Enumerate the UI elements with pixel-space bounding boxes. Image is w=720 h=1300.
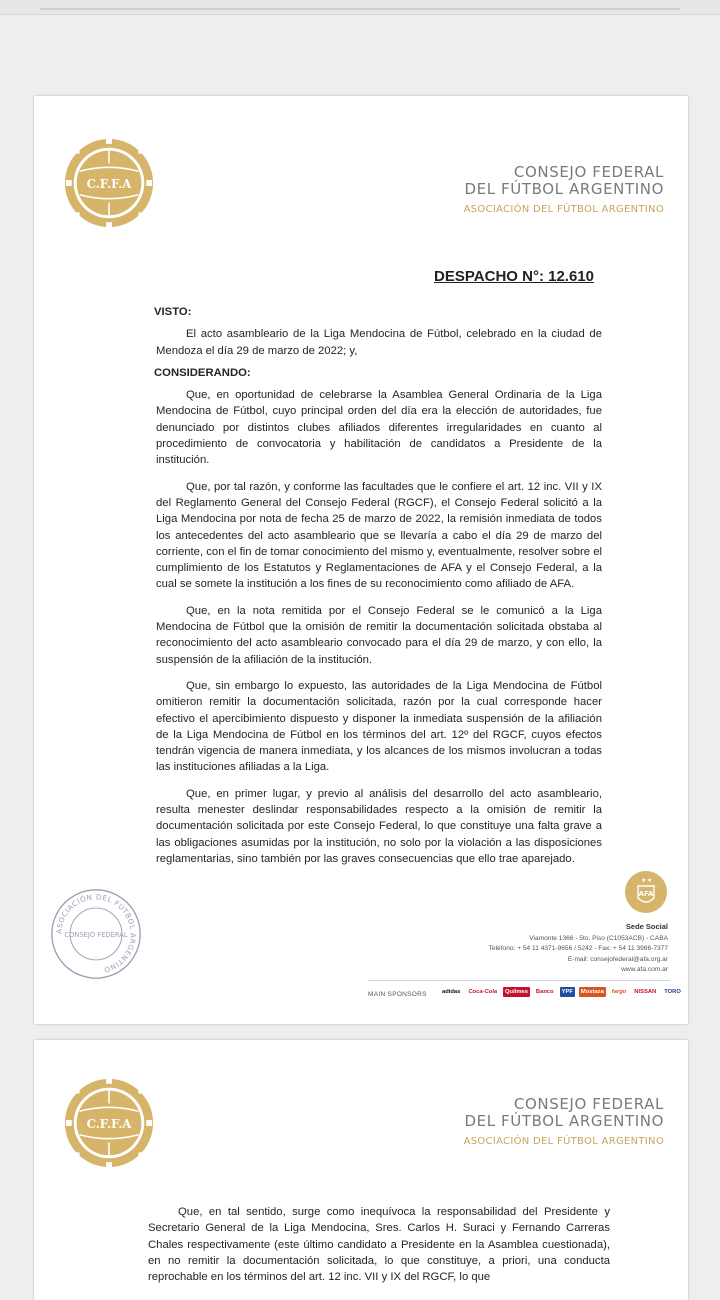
sponsor-logo: Coca-Cola bbox=[468, 989, 498, 995]
stamp-ring-text: ASOCIACIÓN DEL FÚTBOL ARGENTINO bbox=[54, 892, 138, 975]
sponsor-logo: Banco bbox=[535, 989, 554, 995]
sponsor-logo: Mostaza bbox=[580, 989, 604, 995]
svg-text:★: ★ bbox=[641, 878, 647, 884]
sponsor-logo: NISSAN bbox=[634, 989, 657, 995]
org-parent-name: ASOCIACIÓN DEL FÚTBOL ARGENTINO bbox=[463, 1136, 664, 1147]
document-body-page-2 bbox=[148, 1204, 610, 1285]
org-name-line2: DEL FÚTBOL ARGENTINO bbox=[464, 180, 664, 198]
cffa-seal-logo bbox=[60, 134, 158, 232]
org-name-line1: CONSEJO FEDERAL bbox=[513, 163, 664, 181]
sponsors-label: MAIN SPONSORS bbox=[368, 991, 427, 998]
sponsor-logo: fargo bbox=[611, 989, 627, 995]
sede-phone: Teléfono: + 54 11 4371-9656 / 5242 - Fax: + 54 11 3986-7377 bbox=[488, 945, 668, 953]
org-name-line2: DEL FÚTBOL ARGENTINO bbox=[464, 1112, 664, 1130]
sede-title: Sede Social bbox=[625, 922, 668, 931]
paragraph: Que, por tal razón, y conforme las facultades que le confiere el art. 12 inc. VII y IX del Reglamento General del Consejo Federal (RGCF), el Consejo Federal solicitó a la Liga Mendocina por nota de fecha 25 de marzo de 2022, la remisión inmediata de todos los antecedentes del acto asambleario que se llevaría a cabo el día 29 de marzo del corriente, con el fin de tomar conocimiento del mismo y, eventualmente, resolver sobre el cumplimiento de los Estatutos y Reglamentaciones de AFA y el Consejo Federal, a la cual se somete la institución a los fines de su reconocimiento como afiliado de AFA. bbox=[156, 480, 602, 591]
sede-social-footer bbox=[489, 922, 668, 975]
sede-email: E-mail: consejofederal@afa.org.ar bbox=[567, 955, 668, 963]
sponsor-logo: Quilmes bbox=[505, 989, 528, 995]
sponsor-logo: adidas bbox=[442, 989, 461, 995]
document-page-2 bbox=[34, 1040, 688, 1300]
viewer-handle bbox=[40, 8, 680, 10]
paragraph: Que, en oportunidad de celebrarse la Asamblea General Ordinaria de la Liga Mendocina de Fútbol, cuyo principal orden del día era la elección de autoridades, fue denunciado por distintos clubes afiliados diferentes irregularidades en cuanto al procedimiento de convocatoria y habilitación de candidatos a Presidente de la institución. bbox=[156, 389, 602, 467]
svg-text:★: ★ bbox=[647, 878, 653, 884]
sponsor-logos bbox=[440, 987, 683, 997]
afa-logo bbox=[624, 870, 668, 914]
footer-divider bbox=[368, 980, 670, 981]
cffa-seal-logo bbox=[60, 1074, 158, 1172]
stamp-center-text: CONSEJO FEDERAL bbox=[64, 930, 128, 939]
consejo-federal-stamp bbox=[48, 886, 144, 982]
paragraph: Que, en la nota remitida por el Consejo Federal se le comunicó a la Liga Mendocina de Fútbol que la omisión de remitir la documentación solicitada obstaba al reconocimiento del acto asambleario convocado para el día 29 de marzo, y con ello, la suspensión de la afiliación de la institución. bbox=[156, 604, 602, 666]
org-header bbox=[464, 164, 664, 215]
despacho-number: DESPACHO N°: 12.610 bbox=[434, 268, 594, 285]
visto-heading: VISTO: bbox=[154, 306, 192, 318]
seal-text: C.F.F.A bbox=[86, 1116, 132, 1131]
viewer-top-bar bbox=[0, 0, 720, 15]
considerando-heading: CONSIDERANDO: bbox=[154, 366, 251, 379]
document-body bbox=[156, 304, 602, 877]
sponsor-logo: TORO bbox=[664, 989, 681, 995]
sponsor-logo: YPF bbox=[561, 989, 573, 995]
org-parent-name: ASOCIACIÓN DEL FÚTBOL ARGENTINO bbox=[463, 204, 664, 215]
document-page-1 bbox=[34, 96, 688, 1024]
sede-website: www.afa.com.ar bbox=[621, 965, 668, 973]
org-name-line1: CONSEJO FEDERAL bbox=[513, 1095, 664, 1113]
seal-text: C.F.F.A bbox=[86, 176, 132, 191]
paragraph: Que, en primer lugar, y previo al análisis del desarrollo del acto asambleario, resulta menester deslindar responsabilidades respecto a la omisión de remitir la documentación solicitada por este Consejo Federal, lo que constituye una falta grave a las obligaciones asumidas por la institución, no solo por la violación a las disposiciones reglamentarias, sino también por las graves consecuencias que ello trae aparejado. bbox=[156, 787, 602, 865]
afa-label: AFA bbox=[638, 890, 654, 898]
sede-address: Viamonte 1366 - 5to. Piso (C1053ACB) - CABA bbox=[529, 935, 668, 943]
paragraph: Que, sin embargo lo expuesto, las autoridades de la Liga Mendocina de Fútbol omitieron remitir la documentación solicitada, razón por la cual corresponde hacer efectivo el apercibimiento dispuesto y disponer la inmediata suspensión de la afiliación de la Liga Mendocina de Fútbol en los términos del art. 12º del RGCF, cuyos efectos tendrán vigencia de manera inmediata, y los alcances de los mismos involucran a todas las instituciones afiliadas a la Liga. bbox=[156, 679, 602, 774]
visto-text: El acto asambleario de la Liga Mendocina de Fútbol, celebrado en la ciudad de Mendoza el día 29 de marzo de 2022; y, bbox=[156, 328, 602, 357]
org-header bbox=[464, 1096, 664, 1147]
paragraph: Que, en tal sentido, surge como inequívoca la responsabilidad del Presidente y Secretario General de la Liga Mendocina, Sres. Carlos H. Suraci y Fernando Carreras Chales respectivamente (este último candidato a Presidente en la Asamblea cuestionada), en no remitir la documentación solicitada, lo que constituye, a priori, una conducta reprochable en los términos del art. 12 inc. VII y IX del RGCF, lo que bbox=[148, 1206, 610, 1284]
